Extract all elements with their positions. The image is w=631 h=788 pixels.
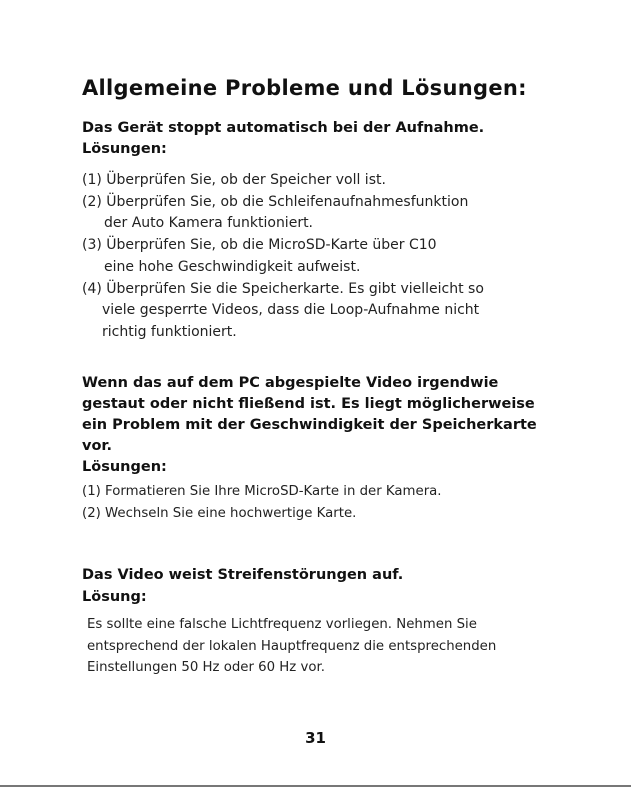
list-item-continuation: eine hohe Geschwindigkeit aufweist. (104, 258, 361, 275)
section-video-lag (82, 373, 537, 524)
list-item: (1) Überprüfen Sie, ob der Speicher voll ist. (82, 172, 386, 188)
page-title: Allgemeine Probleme und Lösungen: (82, 76, 527, 100)
solution-label: Lösung: (82, 589, 147, 605)
section-heading-line: ein Problem mit der Geschwindigkeit der Speicherkarte (82, 417, 537, 433)
body-line: Es sollte eine falsche Lichtfrequenz vorliegen. Nehmen Sie (87, 617, 477, 632)
solution-label: Lösungen: (82, 459, 167, 475)
list-item: (1) Formatieren Sie Ihre MicroSD-Karte in der Kamera. (82, 484, 442, 499)
section-heading-line: Wenn das auf dem PC abgespielte Video irgendwie (82, 375, 499, 391)
list-item-continuation: viele gesperrte Videos, dass die Loop-Aufnahme nicht (102, 302, 480, 319)
list-item: (2) Überprüfen Sie, ob die Schleifenaufnahmesfunktion (82, 193, 469, 210)
list-item: (4) Überprüfen Sie die Speicherkarte. Es gibt vielleicht so (82, 280, 484, 297)
body-line: Einstellungen 50 Hz oder 60 Hz vor. (87, 660, 325, 675)
list-item-continuation: der Auto Kamera funktioniert. (104, 215, 314, 232)
list-item-continuation: richtig funktioniert. (102, 323, 237, 340)
section-stripes (82, 565, 496, 679)
bottom-divider (0, 785, 631, 787)
solution-label: Lösungen: (82, 141, 167, 157)
section-auto-stop (82, 118, 484, 344)
body-line: entsprechend der lokalen Hauptfrequenz die entsprechenden (87, 638, 497, 654)
page-number: 31 (305, 729, 326, 747)
list-item: (2) Wechseln Sie eine hochwertige Karte. (82, 505, 357, 521)
section-heading-line: vor. (82, 438, 113, 454)
section-heading: Das Gerät stoppt automatisch bei der Aufnahme. (82, 120, 485, 136)
section-heading-line: gestaut oder nicht fließend ist. Es liegt möglicherweise (82, 396, 535, 412)
section-heading: Das Video weist Streifenstörungen auf. (82, 567, 404, 583)
list-item: (3) Überprüfen Sie, ob die MicroSD-Karte über C10 (82, 237, 437, 254)
